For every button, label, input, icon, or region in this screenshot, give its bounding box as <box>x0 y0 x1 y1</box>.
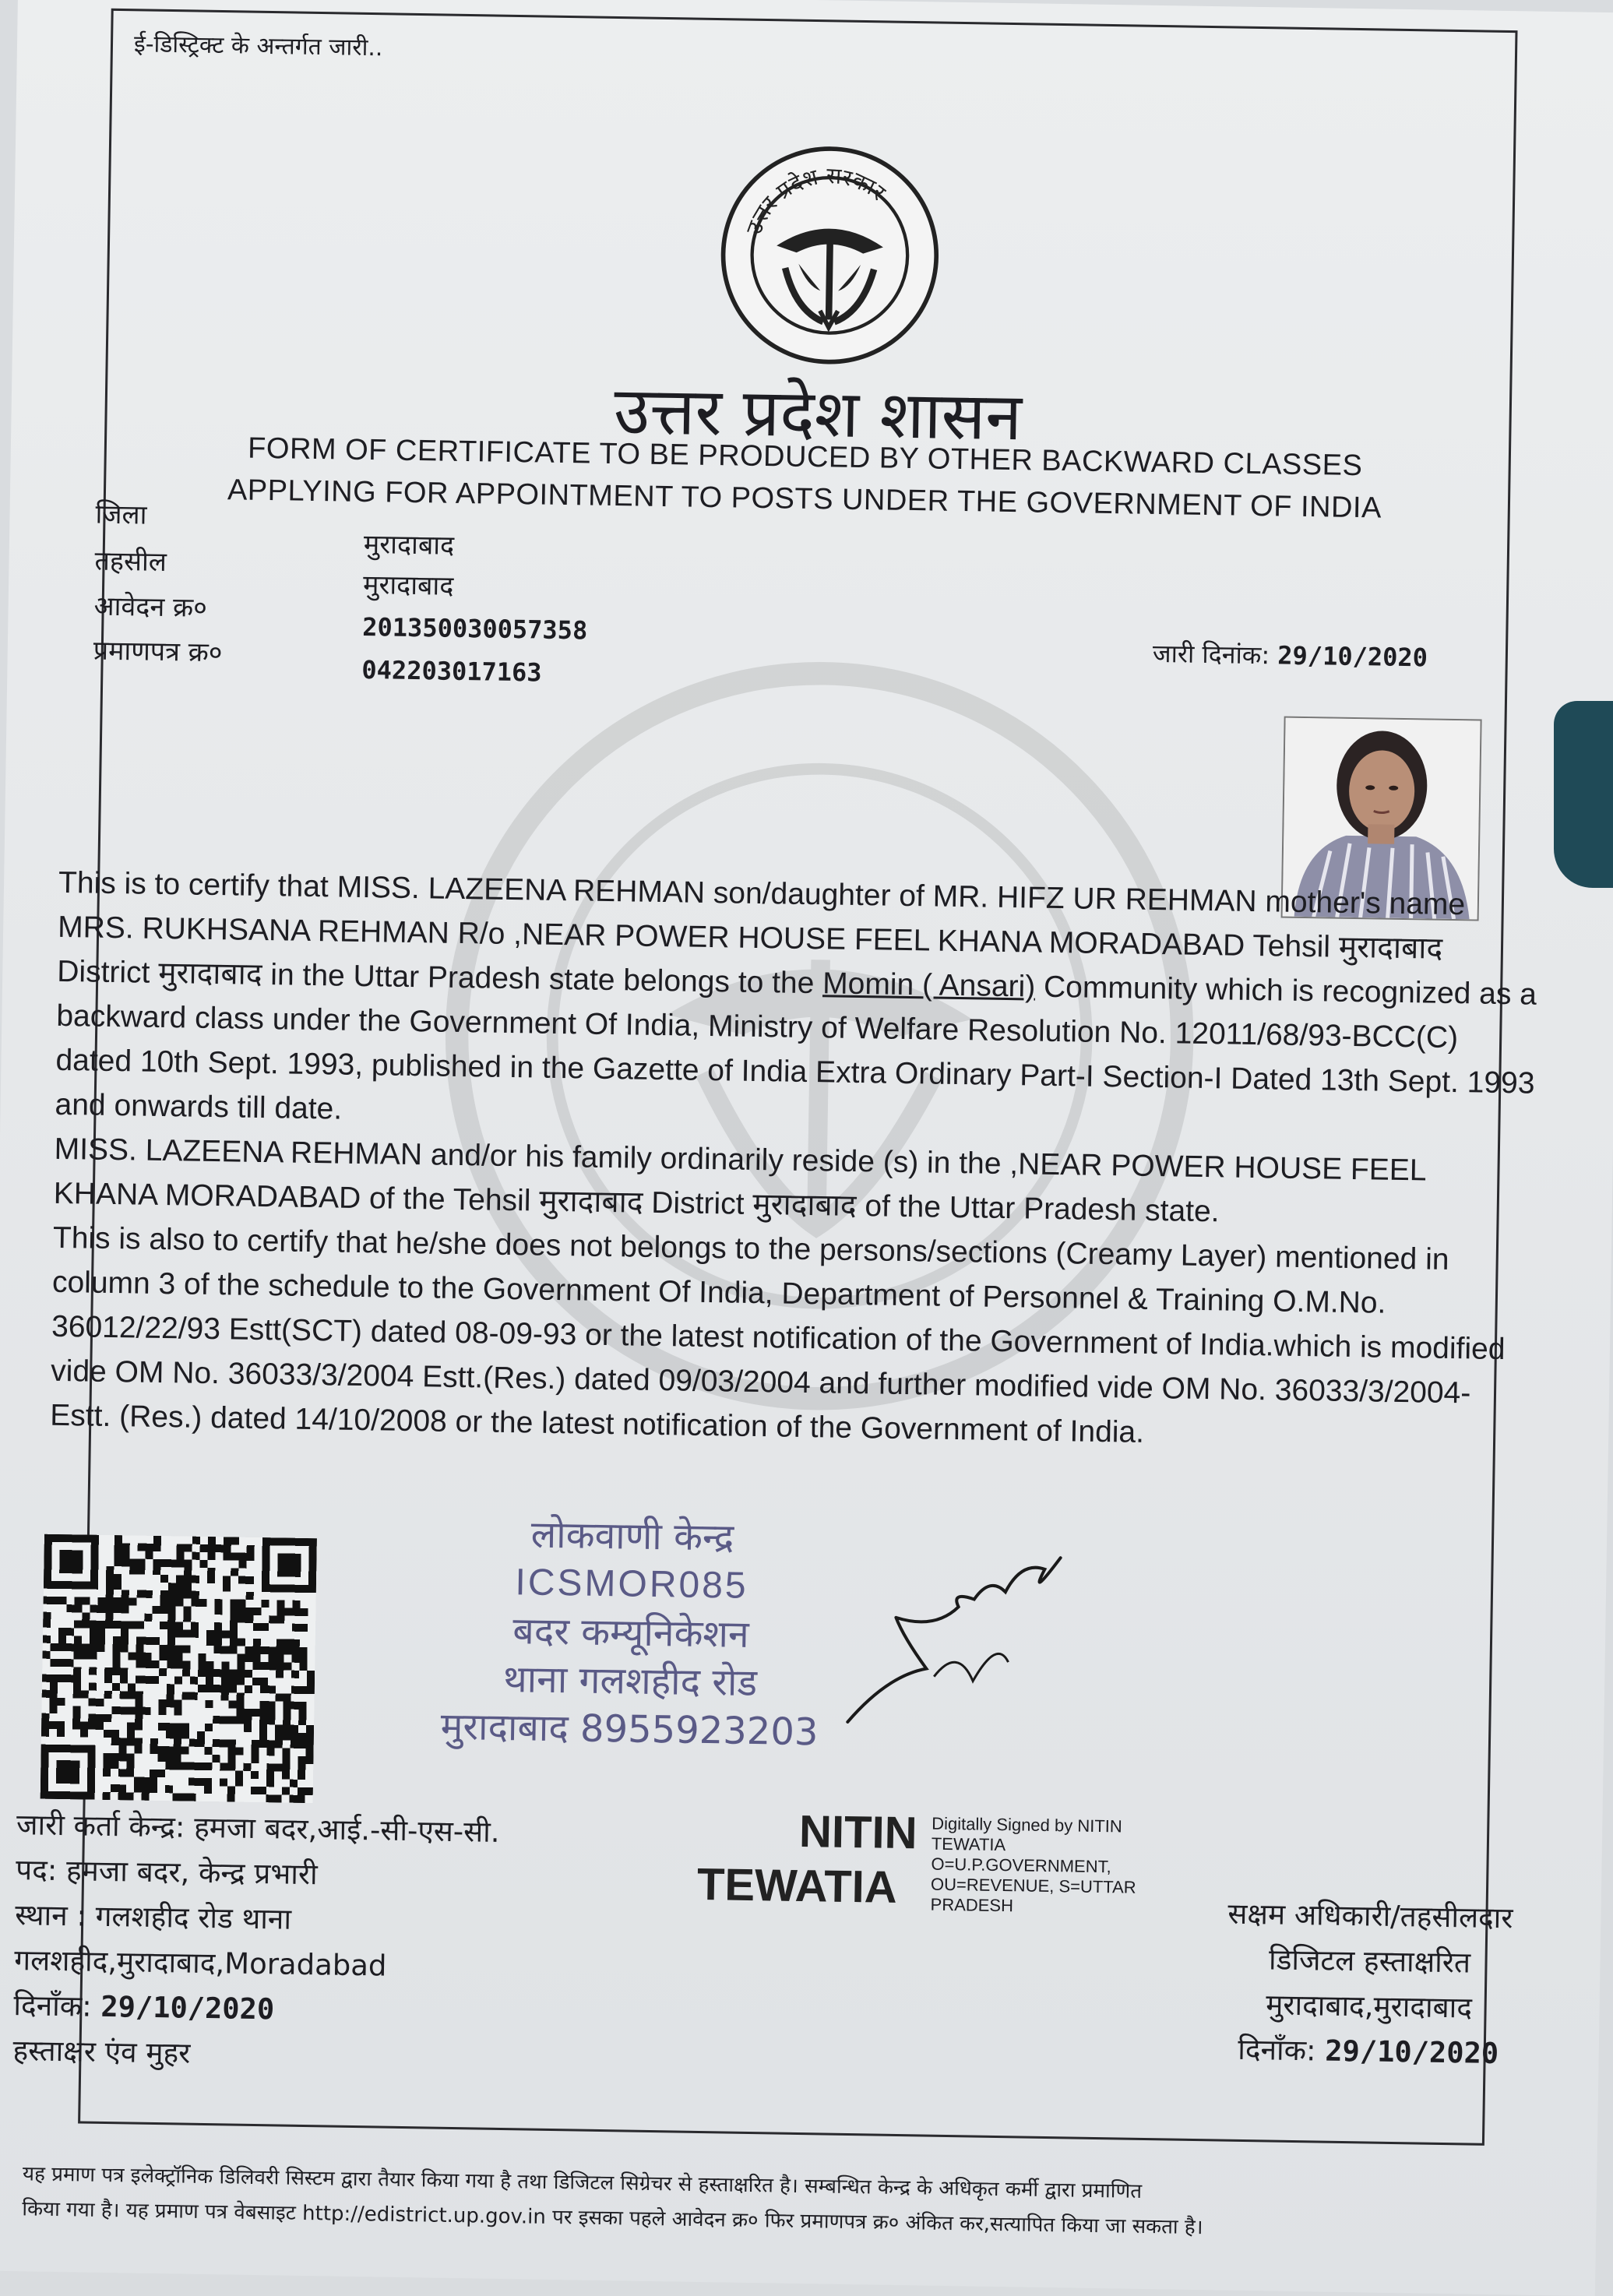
form-title-line-2: APPLYING FOR APPOINTMENT TO POSTS UNDER THE GOVERNMENT OF INDIA <box>227 474 1382 525</box>
issuer-place-1: स्थान : गलशहीद रोड थाना <box>14 1898 292 1936</box>
issuer-date-value: 29/10/2020 <box>100 1989 275 2027</box>
digital-signature-meta-5: PRADESH <box>930 1894 1014 1916</box>
stamp-line-4: थाना गलशहीद रोड <box>502 1657 758 1706</box>
certificate-body <box>50 861 1538 1461</box>
centre-stamp <box>427 1509 836 1756</box>
district-label: जिला <box>95 498 147 531</box>
issue-date-value: 29/10/2020 <box>1277 640 1428 673</box>
authority-block <box>1192 1891 1546 2077</box>
stamp-line-3: बदर कम्यूनिकेशन <box>512 1609 750 1657</box>
tehsil-value: मुरादाबाद <box>362 569 454 602</box>
digital-signature <box>689 1805 1220 1939</box>
issuer-place-2: गलशहीद,मुरादाबाद,Moradabad <box>14 1943 387 1983</box>
footer-line-2: किया गया है। यह प्रमाण पत्र वेबसाइट http://edistrict.up.gov.in पर इसका पहले आवेदन क्र० फिर प्रमाणपत्र क्र० अंकित कर,सत्यापित किया जा सकता है। <box>22 2197 1203 2240</box>
authority-date <box>1192 2027 1544 2077</box>
digital-signature-name-2: TEWATIA <box>696 1858 898 1913</box>
authority-date-label: दिनाँक: <box>1238 2032 1316 2068</box>
issuer-sign-label: हस्ताक्षर एंव मुहर <box>12 2034 191 2070</box>
handwritten-signature-icon <box>840 1543 1076 1749</box>
community-name: Momin ( Ansari) <box>822 967 1036 1004</box>
body-p1-after: Community which is recognized as a backward class under the Government Of India, Ministry of Welfare Resolution No. 12011/68/93-BCC(C) dated 10th Sept. 1993, published in the Gazette of India Extra Ordinary Part-I Section-I Dated 13th Sept. 1993 and onwards till date. <box>55 970 1537 1126</box>
form-title-line-1: FORM OF CERTIFICATE TO BE PRODUCED BY OTHER BACKWARD CLASSES <box>247 431 1363 483</box>
digital-signature-meta-4: OU=REVENUE, S=UTTAR <box>930 1874 1136 1897</box>
emblem-text: उत्तर प्रदेश सरकार <box>741 162 891 238</box>
qr-code-icon <box>41 1534 317 1803</box>
digital-signature-meta <box>930 1814 1196 1919</box>
tehsil-label: तहसील <box>94 545 167 579</box>
certificate-no-label: प्रमाणपत्र क्र० <box>93 635 223 669</box>
certificate-no-value: 042203017163 <box>361 654 542 688</box>
binder-clip <box>1554 701 1613 888</box>
digital-signature-name-1: NITIN <box>798 1805 918 1859</box>
issuer-post: पद: हमजा बदर, केन्द्र प्रभारी <box>15 1853 318 1892</box>
issuer-block <box>12 1802 500 2081</box>
issue-date <box>1153 636 1428 674</box>
stamp-line-5: मुरादाबाद 8955923203 <box>440 1704 819 1755</box>
issue-date-label: जारी दिनांक: <box>1152 638 1270 671</box>
authority-date-value: 29/10/2020 <box>1325 2034 1499 2071</box>
footer-line-1: यह प्रमाण पत्र इलेक्ट्रॉनिक डिलिवरी सिस्टम द्वारा तैयार किया गया है तथा डिजिटल सिग्रेचर से हस्ताक्षरित है। सम्बन्धित केन्द्र के अधिकृत कर्मी द्वारा प्रमाणित <box>22 2162 1143 2203</box>
authority-place: मुरादाबाद,मुरादाबाद <box>1266 1988 1473 2025</box>
application-no-value: 201350030057358 <box>362 611 588 646</box>
issuer-date <box>13 1983 497 2036</box>
issuer-date-label: दिनाँक: <box>13 1988 93 2023</box>
application-no-label: आवेदन क्र० <box>93 590 208 624</box>
body-paragraph-3: This is also to certify that he/she does not belongs to the persons/sections (Creamy Layer) mentioned in column 3 of the schedule to the Government Of India, Department of Personnel & Training O.M.No. 36012/22/93 Estt(SCT) dated 08-09-93 or the latest notification of the Government of India.which is modified vide OM No. 36033/3/2004 Estt.(Res.) dated 09/03/2004 and further modified vide OM No. 36033/3/2004-Estt. (Res.) dated 14/10/2008 or the latest notification of the Government of India. <box>50 1220 1506 1449</box>
title-hindi: उत्तर प्रदेश शासन <box>613 372 1023 456</box>
header-note: ई-डिस्ट्रिक्ट के अन्तर्गत जारी.. <box>133 30 383 62</box>
digital-signature-meta-1: Digitally Signed by NITIN <box>932 1813 1122 1836</box>
authority-title: सक्षम अधिकारी/तहसीलदार <box>1227 1896 1513 1935</box>
issuer-center: जारी कर्ता केन्द्र: हमजा बदर,आई.-सी-एस-सी. <box>16 1808 500 1849</box>
body-paragraph-2: MISS. LAZEENA REHMAN and/or his family ordinarily reside (s) in the ,NEAR POWER HOUSE FEEL KHANA MORADABAD of the Tehsil मुरादाबाद District मुरादाबाद of the Uttar Pradesh state. <box>53 1132 1426 1229</box>
stamp-line-2: ICSMOR085 <box>515 1562 748 1607</box>
body-p1-before: This is to certify that MISS. LAZEENA REHMAN son/daughter of MR. HIFZ UR REHMAN mother's name MRS. RUKHSANA REHMAN R/o ,NEAR POWER HOUSE FEEL KHANA MORADABAD Tehsil मुरादाबाद District मुरादाबाद in the Uttar Pradesh state belongs to the <box>56 865 1466 1001</box>
digital-signature-meta-2: TEWATIA <box>931 1833 1006 1855</box>
digital-signature-meta-3: O=U.P.GOVERNMENT, <box>931 1854 1111 1877</box>
footer-note <box>22 2157 1557 2251</box>
stamp-line-1: लोकवाणी केन्द्र <box>530 1512 734 1560</box>
district-value: मुरादाबाद <box>363 528 455 562</box>
up-government-emblem-icon <box>717 143 942 368</box>
body-paragraph-1 <box>55 861 1538 1150</box>
authority-signed: डिजिटल हस्ताक्षरित <box>1268 1942 1471 1980</box>
